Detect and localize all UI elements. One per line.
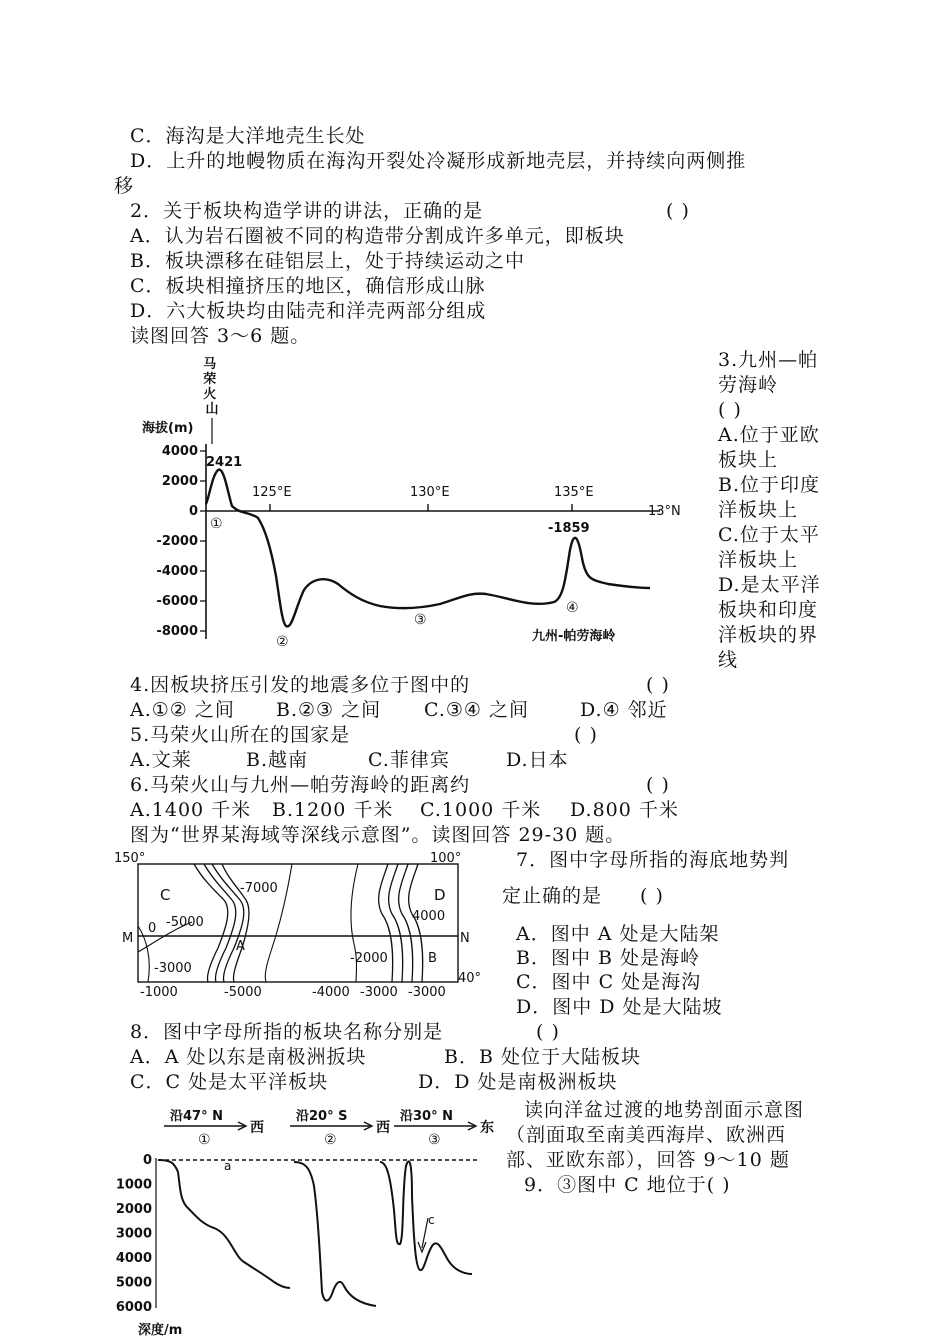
letter-b: B	[428, 951, 437, 966]
volcano-char-1: 马	[203, 357, 217, 372]
q8-option-b: B．B 处位于大陆板块	[444, 1046, 641, 1068]
isobath-4000: 4000	[412, 909, 446, 924]
q7-paren: ( )	[640, 885, 664, 907]
q8-option-c: C．C 处是太平洋板块	[130, 1071, 329, 1093]
q7-option-a: A．图中 A 处是大陆架	[516, 923, 720, 945]
bottom-label-1: -1000	[140, 985, 178, 1000]
lon-label-125: 125°E	[252, 485, 292, 500]
corner-top-left: 150°	[114, 851, 146, 866]
profile-caption: 九州-帕劳海岭	[532, 629, 616, 644]
q2-option-d: D．六大板块均由陆壳和洋壳两部分组成	[130, 300, 487, 322]
q1-option-d: D．上升的地幔物质在海沟开裂处冷凝形成新地壳层，并持续向两侧推	[130, 150, 747, 172]
mark-m: M	[122, 931, 134, 946]
section-along-label: 沿20° S	[296, 1109, 348, 1124]
isobath-7000: -7000	[240, 881, 278, 896]
volcano-char-2: 荣	[203, 372, 217, 387]
q6-option-b: B.1200 千米	[272, 799, 394, 821]
profile-ytick-label: -6000	[156, 594, 198, 609]
peak-value: 2421	[206, 455, 243, 470]
section-number: ①	[198, 1132, 211, 1148]
profile-ylabel: 海拔(m)	[142, 421, 194, 436]
isobath-2000: -2000	[350, 951, 388, 966]
section-number: ②	[324, 1132, 337, 1148]
read3-line3: 部、亚欧东部），回答 9～10 题	[506, 1149, 790, 1171]
read-instruction-3-6: 读图回答 3～6 题。	[130, 325, 311, 347]
q5-option-d: D.日本	[506, 749, 569, 771]
q4-option-c: C.③④ 之间	[424, 699, 530, 721]
transition-ytick-label: 3000	[115, 1226, 152, 1242]
lon-label-135: 135°E	[554, 485, 594, 500]
profile-ytick-label: 4000	[161, 444, 198, 459]
q6-option-c: C.1000 千米	[420, 799, 542, 821]
q2-option-b: B．板块漂移在硅铝层上，处于持续运动之中	[130, 250, 525, 272]
marker-4: ④	[566, 600, 579, 616]
transition-ytick-label: 5000	[115, 1275, 152, 1291]
q3-option-a: A.位于亚欧板块上	[718, 424, 820, 471]
q3-option-c: C.位于太平洋板块上	[718, 524, 820, 571]
marker-2: ②	[276, 634, 289, 650]
q5-option-b: B.越南	[246, 749, 309, 771]
q2-option-a: A．认为岩石圈被不同的构造带分割成许多单元，即板块	[130, 225, 625, 247]
q1-option-c: C．海沟是大洋地壳生长处	[130, 125, 366, 147]
q8-paren: ( )	[536, 1021, 560, 1043]
q3-paren: ( )	[718, 399, 742, 421]
q2-option-c: C．板块相撞挤压的地区，确信形成山脉	[130, 275, 486, 297]
ridge-value: -1859	[548, 521, 590, 536]
q8-option-a: A．A 处以东是南极洲扳块	[130, 1046, 367, 1068]
q6-paren: ( )	[646, 774, 670, 796]
q7-option-c: C．图中 C 处是海沟	[516, 971, 702, 993]
letter-d: D	[434, 886, 446, 904]
transition-ytick-label: 1000	[115, 1177, 152, 1193]
section-along-label: 沿30° N	[400, 1109, 453, 1124]
q6-option-a: A.1400 千米	[130, 799, 252, 821]
q7-stem: 7．图中字母所指的海底地势判	[516, 849, 790, 871]
q2-paren: ( )	[666, 200, 690, 222]
transition-ytick-label: 0	[142, 1153, 152, 1168]
section-along-label: 沿47° N	[170, 1109, 223, 1124]
profile-1-line	[158, 1160, 290, 1288]
isobath-map	[112, 848, 492, 998]
read-instruction-29-30: 图为“世界某海域等深线示意图”。读图回答 29-30 题。	[130, 824, 626, 846]
q5-paren: ( )	[574, 724, 598, 746]
profile-figure	[140, 354, 700, 654]
transition-ytick-label: 6000	[115, 1300, 152, 1315]
profile-2-line	[294, 1162, 376, 1306]
bottom-label-4: -3000	[360, 985, 398, 1000]
transition-profile-figure	[114, 1106, 494, 1340]
profile-3-line	[380, 1161, 472, 1274]
q2-stem: 2．关于板块构造学讲的讲法，正确的是	[130, 200, 484, 222]
q7-stem-cont: 定止确的是	[502, 885, 603, 907]
bottom-label-5: -3000	[408, 985, 446, 1000]
q7-option-d: D．图中 D 处是大陆坡	[516, 996, 723, 1018]
lon-label-130: 130°E	[410, 485, 450, 500]
q6-option-d: D.800 千米	[570, 799, 679, 821]
isobath-3000: -3000	[154, 961, 192, 976]
q4-paren: ( )	[646, 674, 670, 696]
profile-ytick-label: -2000	[156, 534, 198, 549]
q7-option-b: B．图中 B 处是海岭	[516, 947, 701, 969]
q4-stem: 4.因板块挤压引发的地震多位于图中的	[130, 674, 471, 696]
q5-option-a: A.文莱	[130, 749, 192, 771]
section-direction: 东	[480, 1120, 494, 1136]
corner-top-right: 100°	[430, 851, 462, 866]
volcano-char-3: 火	[203, 387, 217, 402]
lat-label: 13°N	[648, 504, 681, 519]
read3-line2: （剖面取至南美西海岸、欧洲西	[506, 1124, 787, 1146]
profile-ytick-label: 0	[188, 504, 198, 519]
profile-ytick-label: -8000	[156, 624, 198, 639]
q4-option-b: B.②③ 之间	[276, 699, 382, 721]
q5-stem: 5.马荣火山所在的国家是	[130, 724, 351, 746]
bottom-label-3: -4000	[312, 985, 350, 1000]
bottom-label-2: -5000	[224, 985, 262, 1000]
marker-1: ①	[210, 516, 223, 532]
read3-line1: 读向洋盆过渡的地势剖面示意图	[524, 1099, 805, 1121]
q9-stem: 9．③图中 C 地位于( )	[524, 1174, 731, 1196]
isobath-0: 0	[148, 921, 157, 936]
q3-stem: 3.九州—帕劳海岭	[718, 349, 819, 396]
transition-ylabel: 深度/m	[138, 1323, 183, 1338]
q8-option-d: D．D 处是南极洲板块	[418, 1071, 618, 1093]
section-number: ③	[428, 1132, 441, 1148]
transition-ytick-label: 2000	[115, 1202, 152, 1217]
q1-option-d-cont: 移	[114, 175, 135, 197]
q3-option-b: B.位于印度洋板块上	[718, 474, 821, 521]
q5-option-c: C.菲律宾	[368, 749, 450, 771]
volcano-label	[203, 356, 221, 417]
q3-option-d: D.是太平洋板块和印度洋板块的界线	[718, 574, 821, 671]
q6-stem: 6.马荣火山与九州—帕劳海岭的距离约	[130, 774, 471, 796]
profile-ytick-label: -4000	[156, 564, 198, 579]
q8-stem: 8．图中字母所指的板块名称分别是	[130, 1021, 444, 1043]
point-a: a	[224, 1159, 232, 1173]
q4-option-a: A.①② 之间	[130, 699, 235, 721]
section-direction: 西	[250, 1120, 264, 1136]
marker-3: ③	[414, 612, 427, 628]
profile-ytick-label: 2000	[161, 474, 198, 489]
transition-ytick-label: 4000	[115, 1251, 152, 1266]
isobath-5000: -5000	[166, 915, 204, 930]
point-c: c	[428, 1213, 435, 1227]
corner-bottom-right: 40°	[458, 971, 482, 986]
q4-option-d: D.④ 邻近	[580, 699, 668, 721]
section-direction: 西	[376, 1120, 390, 1136]
mark-n: N	[460, 931, 470, 946]
letter-c: C	[160, 886, 171, 904]
volcano-char-4: 山	[205, 402, 219, 417]
letter-a: A	[236, 939, 245, 954]
